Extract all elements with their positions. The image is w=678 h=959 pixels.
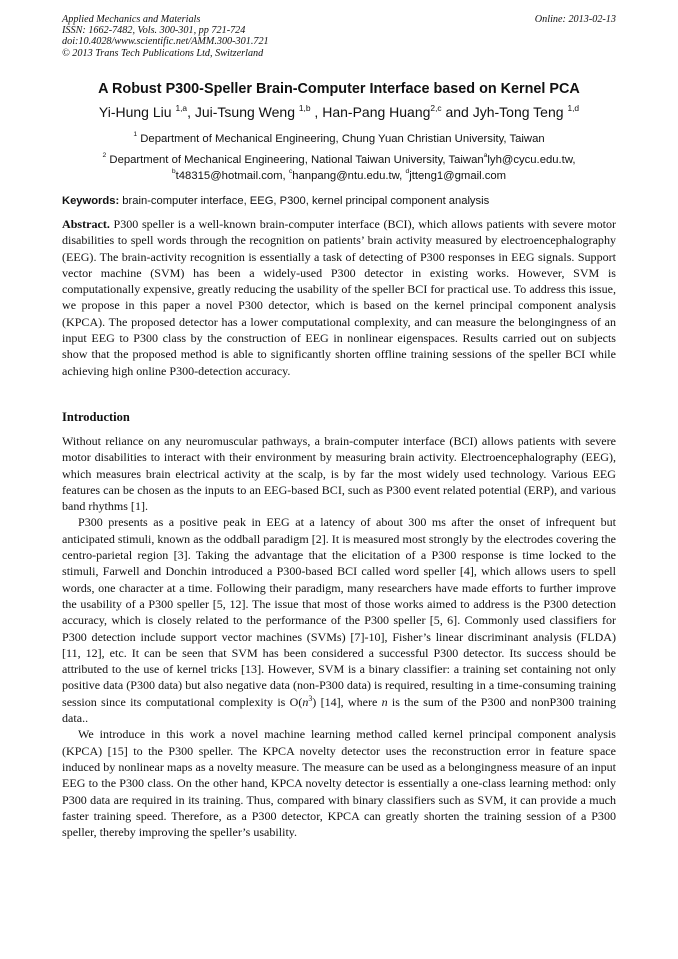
author-name: Jui-Tsung Weng	[194, 104, 299, 120]
keywords-label: Keywords:	[62, 195, 120, 207]
issn-line: ISSN: 1662-7482, Vols. 300-301, pp 721-724	[62, 25, 246, 37]
author-affiliation-mark: 1,b	[298, 103, 311, 113]
author-separator: ,	[310, 104, 323, 120]
author-email: hanpang@ntu.edu.tw,	[292, 170, 406, 182]
paragraph-text: is the sum of the P300 and nonP300 training data..	[62, 694, 616, 726]
introduction-body	[62, 433, 616, 840]
affiliation-1	[62, 131, 616, 147]
email-mark: b	[171, 168, 176, 175]
journal-name: Applied Mechanics and Materials	[62, 14, 201, 25]
email-mark: c	[288, 168, 293, 175]
paper-title: A Robust P300-Speller Brain-Computer Interface based on Kernel PCA	[98, 81, 580, 97]
math-variable: n	[302, 694, 309, 709]
paragraph-text: P300 presents as a positive peak in EEG at a latency of about 300 ms after the onset of infrequent but anticipated stimuli, known as the oddball paradigm [2]. It is measured most strongly by the electrodes covering the centro-parietal region [3]. Taking the advantage that the elicitation of a P300 response is time locked to the stimuli, Farwell and Donchin introduced a P300-based BCI called word speller [4], which allows users to spell words, one character at a time. Following their paradigm, many researchers have made efforts to further improve the usability of a P300 speller [5, 12]. The issue that most of those works aimed to address is the P300 detection accuracy, which is closely related to the performance of the P300 speller [5, 6]. Commonly used classifiers for P300 detection include support vector machines (SVMs) [7]-10], Fisher’s linear discriminant analysis (FLDA) [11, 12], etc. It can be seen that SVM has been considered a successful P300 detector. Its success should be attributed to the use of kernel tricks [13]. However, SVM is a binary classifier: a training set containing not only positive data (P300 data) but also negative data (non-P300 data) is required, resulting in a time-consuming training session since its computational complexity is O(	[62, 515, 616, 709]
online-date: Online: 2013-02-13	[534, 14, 616, 25]
affiliation-number: 2	[102, 152, 107, 159]
abstract-label: Abstract.	[62, 217, 110, 231]
affiliation-number: 1	[133, 131, 138, 138]
author-list	[62, 104, 616, 120]
author-separator: ,	[187, 104, 195, 120]
keywords-text: brain-computer interface, EEG, P300, kernel principal component analysis	[119, 195, 490, 207]
copyright-line: © 2013 Trans Tech Publications Ltd, Switzerland	[62, 47, 264, 59]
author-separator: and	[441, 104, 473, 120]
paragraph: We introduce in this work a novel machine learning method called kernel principal component analysis (KPCA) [15] to the P300 speller. The KPCA novelty detector uses the reconstruction error in feature space induced by nonlinear maps as a novelty measure. The measure can be used as a belongingness measure of an input EEG to the P300 class. On the other hand, KPCA novelty detector is essentially a one-class learning method: only P300 data are required in its training. Thus, compared with binary classifiers such as SVM, it can provide a much faster training speed. Therefore, as a P300 detector, KPCA can greatly shorten the training session of a P300 speller, thereby improving the speller’s usability.	[62, 727, 616, 840]
author-email: t48315@hotmail.com,	[175, 170, 289, 182]
affiliation-text: Department of Mechanical Engineering, Chung Yuan Christian University, Taiwan	[137, 133, 545, 145]
paragraph: Without reliance on any neuromuscular pathways, a brain-computer interface (BCI) allows patients with severe motor disabilities to interact with their environment by measuring brain activity. Electroencephalography (EEG), which measures brain electrical activity at the scalp, is by far the most widely used technology. Various EEG features can be chosen as the inputs to an EEG-based BCI, such as P300 event related potential (ERP), and various band rhythms [1].	[62, 434, 616, 514]
paragraph	[62, 514, 616, 726]
math-exponent: 3	[308, 693, 313, 703]
keywords	[62, 195, 616, 207]
email-mark: a	[483, 152, 488, 159]
author-affiliation-mark: 2,c	[430, 103, 442, 113]
affiliation-2	[62, 152, 616, 184]
author-affiliation-mark: 1,a	[175, 103, 188, 113]
math-variable: n	[381, 694, 388, 709]
doi-line: doi:10.4028/www.scientific.net/AMM.300-301.721	[62, 36, 269, 48]
author-email: lyh@cycu.edu.tw,	[487, 154, 576, 166]
author-name: Han-Pang Huang	[322, 104, 431, 120]
section-heading-introduction: Introduction	[62, 410, 130, 424]
affiliation-text: Department of Mechanical Engineering, National Taiwan University, Taiwan	[106, 154, 484, 166]
author-affiliation-mark: 1,d	[567, 103, 580, 113]
abstract	[62, 216, 616, 379]
abstract-text: P300 speller is a well-known brain-computer interface (BCI), which allows patients with severe motor disabilities to spell words through the recognition on patients’ brain activity measured by electroencephalography (EEG). The brain-activity recognition is essentially a task of detecting of P300 responses in EEG signals. Support vector machine (SVM) has been a widely-used P300 detector in existing works. However, SVM is computationally expensive, greatly reducing the usability of the speller BCI for practical use. To address this issue, we propose in this paper a novel P300 detector, which is based on the kernel principal component analysis (KPCA). The proposed detector has a lower computational complexity, and can measure the belongingness of an input EEG to P300 class by the construction of EEG in nonlinear eigenspaces. Results carried out on subjects show that the proposed method is able to significantly shorten offline training sessions of the speller BCI while achieving high online P300-detection accuracy.	[62, 217, 616, 378]
author-name: Jyh-Tong Teng	[472, 104, 568, 120]
journal-header	[62, 14, 616, 59]
paragraph-text: ) [14], where	[312, 694, 382, 709]
author-email: jtteng1@gmail.com	[409, 170, 507, 182]
author-name: Yi-Hung Liu	[98, 104, 176, 120]
email-mark: d	[405, 168, 410, 175]
